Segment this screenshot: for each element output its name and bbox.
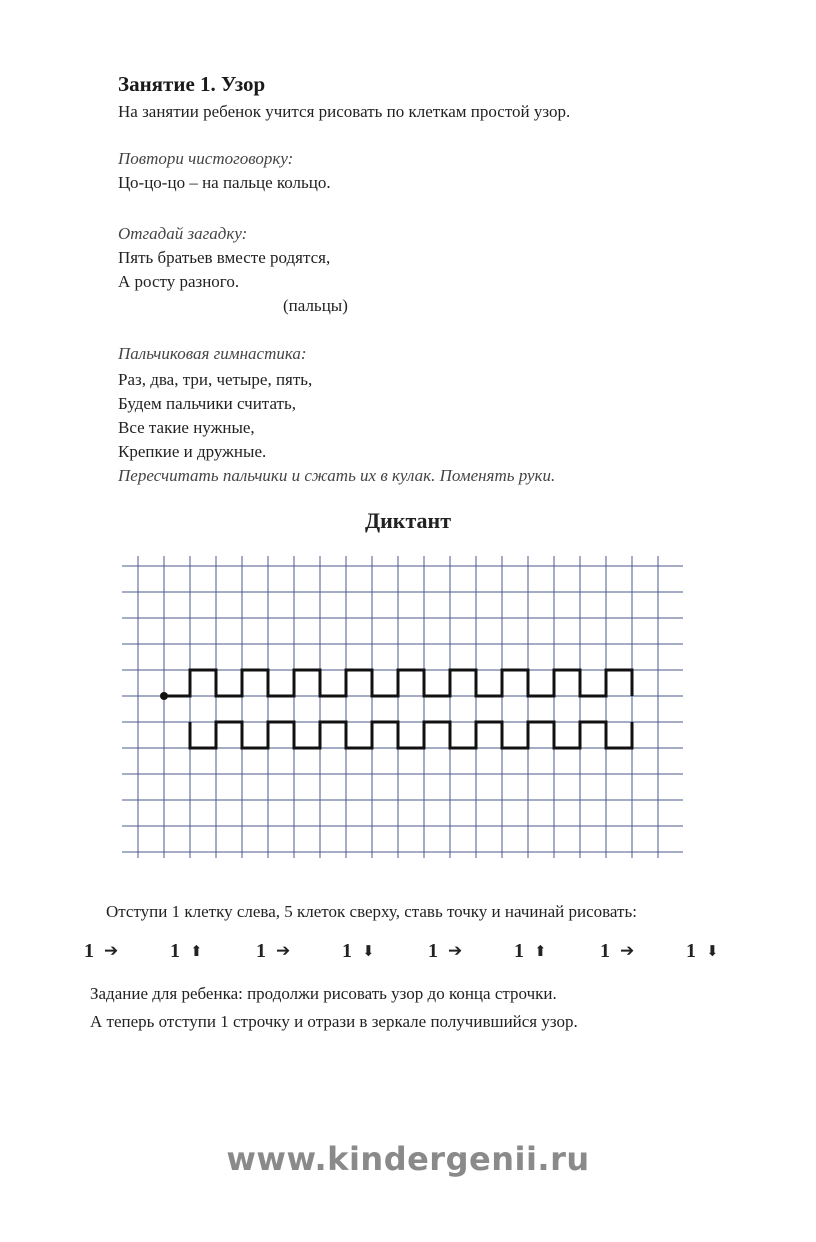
- step-count: 1: [170, 939, 180, 962]
- dictation-heading: Диктант: [364, 508, 452, 533]
- finger-gym-line: Раз, два, три, четыре, пять,: [118, 370, 313, 389]
- pattern-row-mirrored: [190, 722, 632, 748]
- direction-step: [428, 938, 462, 964]
- step-count: 1: [256, 939, 266, 962]
- task-line: А теперь отступи 1 строчку и отрази в зеркале получившийся узор.: [90, 1012, 578, 1031]
- riddle-line: Пять братьев вместе родятся,: [118, 248, 331, 267]
- step-count: 1: [514, 939, 524, 962]
- zigzag-pattern: [160, 670, 632, 748]
- finger-gym-note: Пересчитать пальчики и сжать их в кулак. Поменять руки.: [118, 466, 556, 485]
- finger-gym-line: Крепкие и дружные.: [118, 442, 267, 461]
- arrow-up-icon: ⬆: [534, 943, 547, 960]
- start-dot: [160, 692, 168, 700]
- finger-gym-line: Все такие нужные,: [118, 418, 255, 437]
- direction-step: [342, 938, 375, 964]
- tongue-twister-text: Цо-цо-цо – на пальце кольцо.: [118, 173, 331, 192]
- arrow-down-icon: ⬇: [362, 943, 375, 960]
- step-count: 1: [84, 939, 94, 962]
- step-count: 1: [600, 939, 610, 962]
- dictation-instruction: Отступи 1 клетку слева, 5 клеток сверху, ставь точку и начинай рисовать:: [106, 902, 637, 921]
- grid-lines: [122, 556, 683, 858]
- direction-step: [514, 938, 547, 964]
- arrow-up-icon: ⬆: [190, 943, 203, 960]
- step-count: 1: [428, 939, 438, 962]
- step-count: 1: [686, 939, 696, 962]
- riddle-line: А росту разного.: [118, 272, 240, 291]
- finger-gym-label: Пальчиковая гимнастика:: [118, 344, 307, 363]
- arrow-right-icon: ➔: [448, 941, 463, 960]
- lesson-intro: На занятии ребенок учится рисовать по клеткам простой узор.: [118, 102, 571, 121]
- tongue-twister-label: Повтори чистоговорку:: [118, 149, 294, 168]
- direction-step: [84, 938, 118, 964]
- lesson-title: Занятие 1. Узор: [118, 72, 266, 96]
- riddle-label: Отгадай загадку:: [118, 224, 248, 243]
- step-count: 1: [342, 939, 352, 962]
- direction-step: [170, 938, 203, 964]
- direction-step: [600, 938, 634, 964]
- direction-step: [256, 938, 290, 964]
- arrow-down-icon: ⬇: [706, 943, 719, 960]
- arrow-right-icon: ➔: [276, 941, 291, 960]
- pattern-row-original: [164, 670, 632, 696]
- arrow-right-icon: ➔: [104, 941, 119, 960]
- finger-gym-line: Будем пальчики считать,: [118, 394, 296, 413]
- direction-step: [686, 938, 719, 964]
- website-footer: www.kindergenii.ru: [226, 1140, 590, 1178]
- arrow-right-icon: ➔: [620, 941, 635, 960]
- riddle-answer: (пальцы): [283, 296, 348, 315]
- task-line: Задание для ребенка: продолжи рисовать узор до конца строчки.: [90, 984, 557, 1003]
